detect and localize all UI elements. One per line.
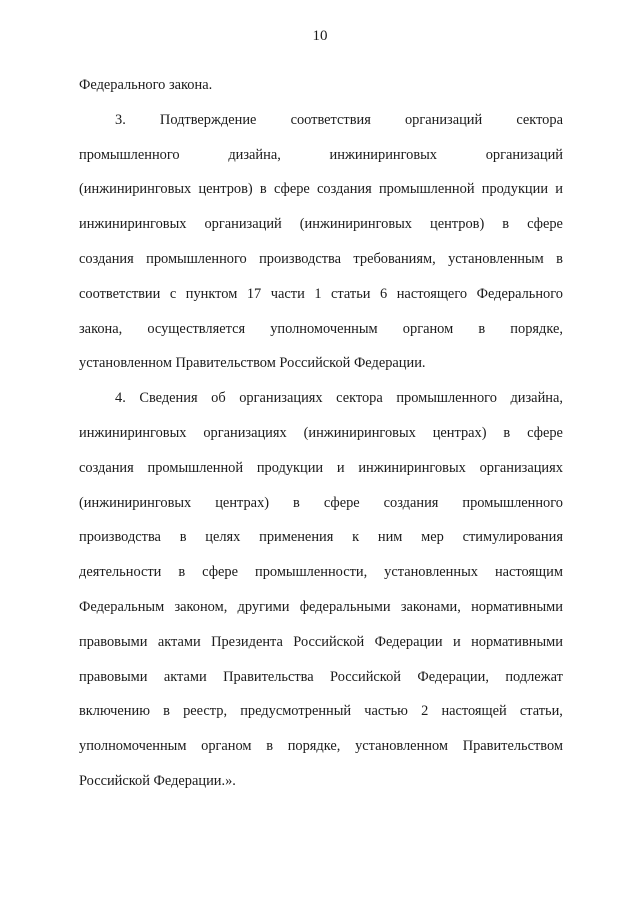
word: к bbox=[352, 529, 360, 546]
word: 4. bbox=[115, 390, 126, 407]
word: (инжиниринговых bbox=[299, 216, 412, 233]
word: законами, bbox=[400, 598, 461, 615]
word: подлежат bbox=[505, 668, 563, 685]
word: организациях bbox=[203, 424, 287, 441]
word: сфере bbox=[273, 181, 310, 198]
word: продукции bbox=[256, 459, 324, 476]
word: ним bbox=[377, 529, 403, 546]
word: промышленной bbox=[378, 181, 475, 198]
word: производства bbox=[259, 250, 342, 267]
word: Подтверждение bbox=[159, 111, 257, 128]
word: настоящей bbox=[441, 703, 507, 720]
text-line bbox=[79, 590, 563, 625]
word: актами bbox=[157, 633, 201, 650]
word: об bbox=[211, 390, 226, 407]
word: промышленного bbox=[462, 494, 563, 511]
word: 2 bbox=[421, 703, 429, 720]
text-line bbox=[79, 451, 563, 486]
word: соответствия bbox=[290, 111, 371, 128]
word: промышленного bbox=[146, 250, 247, 267]
word: создания bbox=[317, 181, 372, 198]
text-line bbox=[79, 207, 563, 242]
word: в bbox=[502, 216, 510, 233]
word: целях bbox=[205, 529, 241, 546]
word: уполномоченным bbox=[79, 738, 187, 755]
paragraph-paragraph-3 bbox=[79, 103, 563, 381]
word: порядке, bbox=[510, 320, 563, 337]
word: стимулирования bbox=[462, 529, 563, 546]
text-line bbox=[79, 277, 563, 312]
word: инжиниринговых bbox=[329, 146, 437, 163]
word: Президента bbox=[211, 633, 283, 650]
word: организациях bbox=[239, 390, 323, 407]
document-body bbox=[79, 68, 563, 799]
word: в bbox=[163, 703, 170, 720]
paragraph-continuation bbox=[79, 68, 563, 103]
word: организациях bbox=[479, 459, 563, 476]
word: правовыми bbox=[79, 633, 148, 650]
word: актами bbox=[163, 668, 207, 685]
word: промышленной bbox=[147, 459, 244, 476]
text-line bbox=[79, 103, 563, 138]
word: Российской bbox=[293, 633, 365, 650]
word: осуществляется bbox=[147, 320, 246, 337]
word: нормативными bbox=[471, 598, 563, 615]
word: Российской bbox=[330, 668, 401, 685]
word: организаций bbox=[404, 111, 483, 128]
word: уполномоченным bbox=[270, 320, 378, 337]
word: порядке, bbox=[287, 738, 341, 755]
text-line bbox=[79, 729, 563, 764]
word: центрах) bbox=[432, 424, 487, 441]
word: мер bbox=[421, 529, 444, 546]
word: центров) bbox=[198, 181, 253, 198]
word: Федерального закона. bbox=[79, 77, 213, 93]
word: Федерации, bbox=[417, 668, 489, 685]
word: в bbox=[293, 494, 300, 511]
word: инжиниринговых bbox=[79, 216, 187, 233]
word: другими bbox=[237, 598, 290, 615]
text-line bbox=[79, 625, 563, 660]
word: создания bbox=[79, 459, 134, 476]
word: статьи bbox=[331, 285, 371, 302]
word: 17 bbox=[246, 285, 262, 302]
text-line bbox=[79, 381, 563, 416]
text-line bbox=[79, 520, 563, 555]
word: сектора bbox=[516, 111, 563, 128]
word: установленных bbox=[384, 564, 478, 581]
text-line bbox=[79, 68, 563, 103]
word: производства bbox=[79, 529, 161, 546]
word: в bbox=[178, 564, 186, 581]
text-line bbox=[79, 172, 563, 207]
page-number: 10 bbox=[312, 28, 328, 44]
text-line bbox=[79, 312, 563, 347]
word: дизайна, bbox=[510, 390, 563, 407]
word: сфере bbox=[323, 494, 360, 511]
word: инжиниринговых bbox=[79, 424, 187, 441]
word: в bbox=[556, 250, 563, 267]
word: частью bbox=[364, 703, 408, 720]
word: в bbox=[266, 738, 274, 755]
word: промышленного bbox=[396, 390, 497, 407]
text-line bbox=[79, 416, 563, 451]
word: и bbox=[452, 633, 461, 650]
word: Правительством bbox=[462, 738, 563, 755]
word: и bbox=[555, 181, 563, 198]
word: федеральными bbox=[299, 598, 391, 615]
word: требованиям, bbox=[353, 250, 436, 267]
text-line bbox=[79, 486, 563, 521]
word: органом bbox=[201, 738, 252, 755]
word: сфере bbox=[202, 564, 239, 581]
word: пунктом bbox=[185, 285, 238, 302]
word: инжиниринговых bbox=[358, 459, 466, 476]
paragraph-paragraph-4 bbox=[79, 381, 563, 799]
word: сектора bbox=[336, 390, 383, 407]
word: установленном bbox=[355, 738, 448, 755]
text-line bbox=[79, 764, 563, 799]
word: промышленности, bbox=[255, 564, 368, 581]
text-line bbox=[79, 242, 563, 277]
word: сфере bbox=[527, 424, 563, 441]
word: (инжиниринговых bbox=[79, 494, 192, 511]
word: Федеральным bbox=[79, 598, 165, 615]
word: создания bbox=[79, 250, 134, 267]
word: организаций bbox=[204, 216, 282, 233]
word: органом bbox=[402, 320, 454, 337]
word: с bbox=[169, 285, 177, 302]
word: в bbox=[478, 320, 486, 337]
word: Сведения bbox=[139, 390, 198, 407]
text-line bbox=[79, 555, 563, 590]
word: дизайна, bbox=[228, 146, 281, 163]
word: применения bbox=[259, 529, 334, 546]
word: установленном Правительством Российской Федерации. bbox=[79, 355, 426, 372]
word: в bbox=[259, 181, 267, 198]
word: в bbox=[503, 424, 511, 441]
word: продукции bbox=[481, 181, 549, 198]
word: настоящим bbox=[494, 564, 563, 581]
word: центрах) bbox=[215, 494, 270, 511]
word: закона, bbox=[79, 320, 123, 337]
word: настоящего bbox=[396, 285, 468, 302]
word: статьи, bbox=[519, 703, 563, 720]
word: Правительства bbox=[223, 668, 314, 685]
word: деятельности bbox=[79, 564, 162, 581]
word: реестр, bbox=[183, 703, 228, 720]
word: части bbox=[270, 285, 305, 302]
word: нормативными bbox=[471, 633, 563, 650]
word: предусмотренный bbox=[240, 703, 352, 720]
word: 6 bbox=[380, 285, 388, 302]
word: включению bbox=[79, 703, 150, 720]
word: 1 bbox=[314, 285, 322, 302]
word: (инжиниринговых bbox=[79, 181, 192, 198]
word: Российской Федерации.». bbox=[79, 772, 236, 789]
word: Федерального bbox=[476, 285, 563, 302]
word: установленным bbox=[448, 250, 544, 267]
word: организаций bbox=[485, 146, 563, 163]
word: создания bbox=[383, 494, 439, 511]
word: центров) bbox=[430, 216, 485, 233]
text-line bbox=[79, 346, 563, 381]
word: законом, bbox=[174, 598, 228, 615]
word: (инжиниринговых bbox=[303, 424, 416, 441]
word: сфере bbox=[527, 216, 563, 233]
word: промышленного bbox=[79, 146, 180, 163]
word: 3. bbox=[115, 111, 126, 128]
word: правовыми bbox=[79, 668, 148, 685]
word: и bbox=[336, 459, 345, 476]
text-line bbox=[79, 660, 563, 695]
word: в bbox=[179, 529, 187, 546]
text-line bbox=[79, 138, 563, 173]
word: Федерации bbox=[374, 633, 443, 650]
text-line bbox=[79, 694, 563, 729]
word: соответствии bbox=[79, 285, 161, 302]
